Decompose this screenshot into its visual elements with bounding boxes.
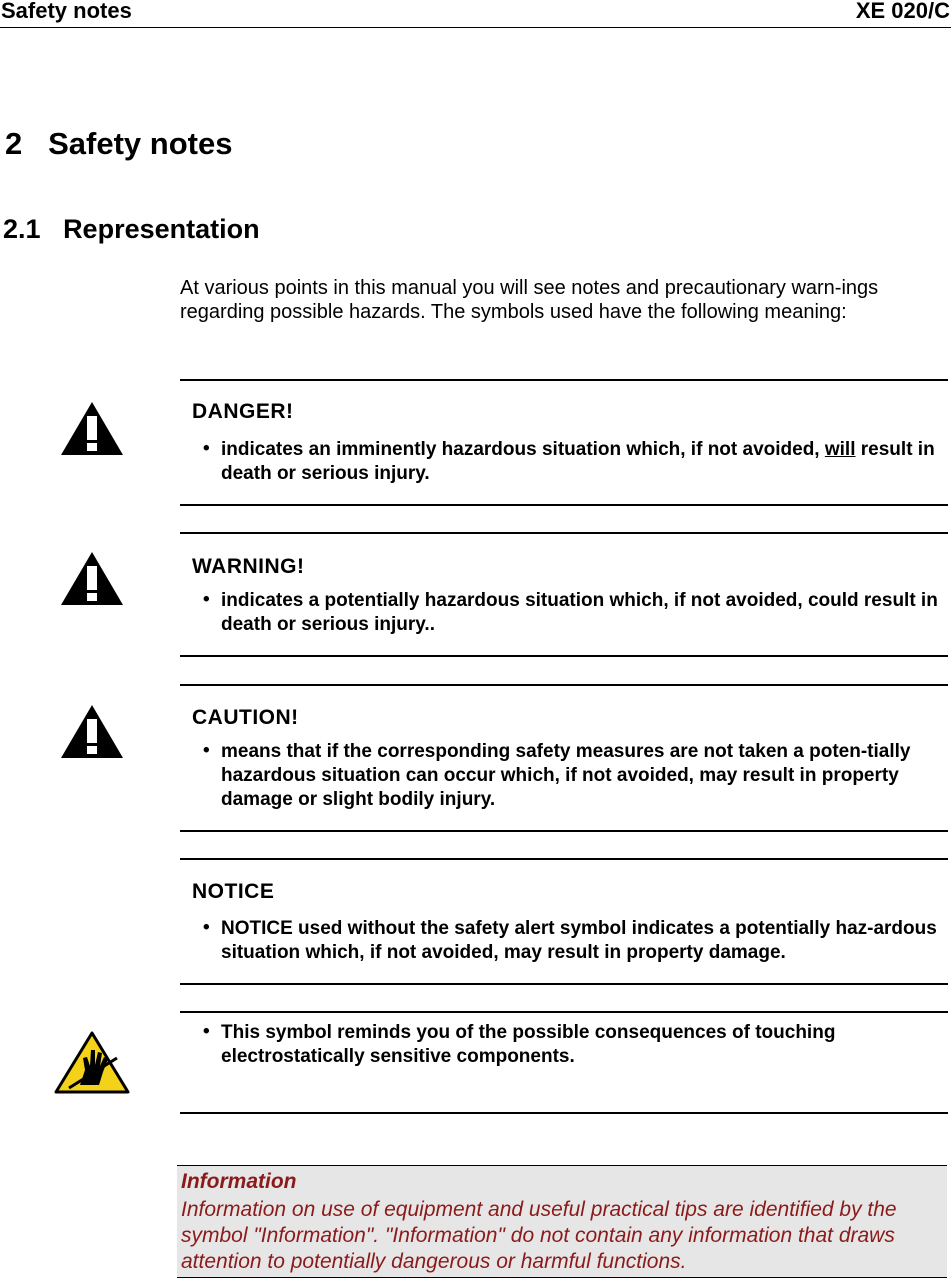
warning-triangle-icon (59, 550, 125, 607)
information-text: Information on use of equipment and useful practical tips are identified by the symbol "Information". "Information" do not contain any information that draws attention to potentially dangerous or harmful functions. (181, 1198, 897, 1273)
danger-emphasis: will (824, 439, 856, 460)
divider (180, 684, 948, 686)
divider (180, 655, 948, 657)
chapter-number: 2 (5, 126, 23, 161)
information-title: Information (181, 1170, 297, 1193)
warning-text: indicates a potentially hazardous situation which, if not avoided, could result in death or serious injury.. (221, 590, 938, 635)
divider (180, 1011, 948, 1013)
chapter-title: Safety notes (48, 126, 233, 161)
bullet: • (203, 589, 210, 610)
bullet: • (203, 1021, 210, 1042)
danger-text (221, 438, 946, 486)
warning-triangle-icon (59, 400, 125, 457)
bullet: • (203, 438, 210, 459)
caution-title: CAUTION! (192, 706, 299, 729)
notice-title: NOTICE (192, 880, 275, 903)
esd-hand-icon (53, 1030, 131, 1095)
divider (180, 504, 948, 506)
bullet: • (203, 917, 210, 938)
danger-text-part: indicates an imminently hazardous situation which, if not avoided, (221, 439, 825, 460)
header-model: XE 020/C (855, 0, 950, 23)
divider (180, 532, 948, 534)
warning-title: WARNING! (192, 555, 305, 578)
page-header (0, 0, 951, 28)
divider (180, 983, 948, 985)
notice-text: NOTICE used without the safety alert symbol indicates a potentially haz-ardous situation which, if not avoided, may result in property damage. (221, 918, 937, 963)
divider (180, 858, 948, 860)
header-section-title: Safety notes (1, 0, 132, 23)
esd-text: This symbol reminds you of the possible consequences of touching electrostatically sensitive components. (221, 1022, 836, 1067)
bullet: • (203, 740, 210, 761)
danger-title: DANGER! (192, 400, 294, 423)
chapter-heading (5, 126, 232, 162)
divider (180, 379, 948, 381)
section-number: 2.1 (3, 214, 41, 244)
warning-triangle-icon (59, 703, 125, 760)
divider (180, 1112, 948, 1114)
divider (180, 830, 948, 832)
section-heading (3, 214, 260, 245)
information-box (177, 1165, 947, 1278)
intro-paragraph: At various points in this manual you will see notes and precautionary warn-ings regarding possible hazards. The symbols used have the following meaning: (180, 277, 879, 323)
section-title: Representation (63, 214, 260, 244)
caution-text: means that if the corresponding safety measures are not taken a poten-tially hazardous situation can occur which, if not avoided, may result in property damage or slight bodily injury. (221, 741, 911, 810)
danger-text-part: result in death or serious injury. (221, 439, 935, 484)
